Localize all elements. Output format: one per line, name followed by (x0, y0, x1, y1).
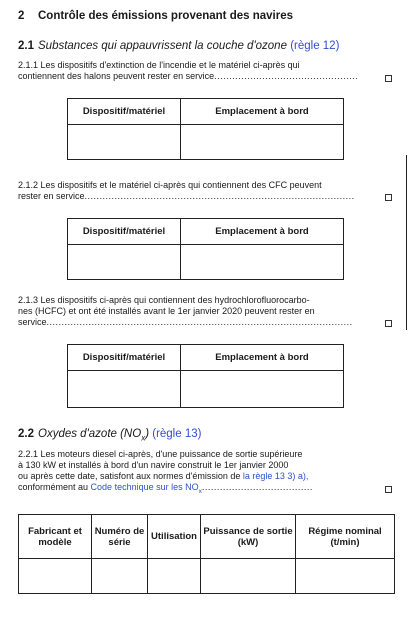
table-cell[interactable] (68, 371, 181, 408)
column-header-location: Emplacement à bord (181, 219, 344, 245)
title-text: ) (145, 428, 150, 440)
nox-code-link[interactable] (90, 482, 202, 495)
table-cell[interactable] (201, 559, 296, 594)
column-header-usage: Utilisation (148, 515, 201, 559)
checkbox[interactable] (385, 75, 392, 82)
paragraph-2-1-3 (18, 295, 398, 328)
paragraph-2-1-1 (18, 60, 398, 82)
paragraph-line (18, 71, 398, 82)
table-cell[interactable] (296, 559, 395, 594)
subsection-number: 2.1 (18, 40, 34, 52)
paragraph-line (18, 317, 398, 328)
dot-leader: ..................................... (201, 482, 313, 492)
paragraph-line: 2.2.1 Les moteurs diesel ci-après, d'une puissance de sortie supérieure (18, 449, 303, 459)
hcfc-table (67, 344, 344, 408)
dot-leader: ................................................ (214, 71, 359, 81)
table-cell[interactable] (19, 559, 92, 594)
title-text: Oxydes d'azote (NO (38, 428, 142, 440)
rule-13-link[interactable]: la règle 13 3) a), (242, 471, 309, 481)
table-cell[interactable] (181, 245, 344, 280)
link-subscript: x (198, 487, 202, 495)
column-header-location: Emplacement à bord (181, 345, 344, 371)
paragraph-text: contiennent des halons peuvent rester en service (18, 71, 215, 81)
link-text: Code technique sur les NO (90, 482, 199, 492)
rule-link[interactable]: (règle 12) (290, 40, 340, 52)
table-cell[interactable] (181, 125, 344, 160)
column-header-location: Emplacement à bord (181, 99, 344, 125)
subsection-heading-ozone (18, 40, 339, 52)
subsection-title (38, 428, 150, 443)
paragraph-text: rester en service (18, 191, 85, 201)
subsection-heading-nox (18, 428, 201, 442)
checkbox[interactable] (385, 486, 392, 493)
paragraph-2-2-1 (18, 449, 398, 497)
paragraph-line (18, 471, 398, 482)
column-header-rated-speed: Régime nominal (t/min) (296, 515, 395, 559)
paragraph-line: 2.1.3 Les dispositifs ci-après qui contiennent des hydrochlorofluorocarbo- (18, 295, 310, 305)
paragraph-line (18, 482, 398, 497)
paragraph-text: ou après cette date, satisfont aux normes d'émission de (18, 471, 243, 481)
dot-leader: .......................................................................................... (84, 191, 355, 201)
column-header-manufacturer: Fabricant et modèle (19, 515, 92, 559)
paragraph-line: 2.1.1 Les dispositifs d'extinction de l'incendie et le matériel ci-après qui (18, 60, 300, 70)
title-subscript: x (141, 433, 146, 443)
column-header-device: Dispositif/matériel (68, 219, 181, 245)
paragraph-line (18, 191, 398, 202)
margin-change-bar (406, 155, 407, 330)
subsection-title: Substances qui appauvrissent la couche d'ozone (38, 40, 287, 52)
table-cell[interactable] (68, 125, 181, 160)
section-title: Contrôle des émissions provenant des navires (38, 10, 293, 22)
section-number: 2 (18, 10, 25, 22)
subsection-number: 2.2 (18, 428, 34, 440)
paragraph-line: 2.1.2 Les dispositifs et le matériel ci-après qui contiennent des CFC peuvent (18, 180, 322, 190)
table-cell[interactable] (181, 371, 344, 408)
rule-link[interactable]: (règle 13) (152, 428, 202, 440)
paragraph-line: à 130 kW et installés à bord d'un navire construit le 1er janvier 2000 (18, 460, 289, 470)
table-cell[interactable] (68, 245, 181, 280)
table-cell[interactable] (148, 559, 201, 594)
checkbox[interactable] (385, 194, 392, 201)
column-header-device: Dispositif/matériel (68, 345, 181, 371)
column-header-serial: Numéro de série (92, 515, 148, 559)
column-header-device: Dispositif/matériel (68, 99, 181, 125)
paragraph-text: service (18, 317, 47, 327)
paragraph-line: nes (HCFC) et ont été installés avant le 1er janvier 2020 peuvent rester en (18, 306, 315, 316)
dot-leader: ...................................................................................................... (46, 317, 353, 327)
section-heading (18, 10, 293, 22)
paragraph-text: conformément au (18, 482, 91, 492)
paragraph-2-1-2 (18, 180, 398, 202)
checkbox[interactable] (385, 320, 392, 327)
nox-engine-table (18, 514, 395, 594)
column-header-power: Puissance de sortie (kW) (201, 515, 296, 559)
halon-table (67, 98, 344, 160)
table-cell[interactable] (92, 559, 148, 594)
cfc-table (67, 218, 344, 280)
